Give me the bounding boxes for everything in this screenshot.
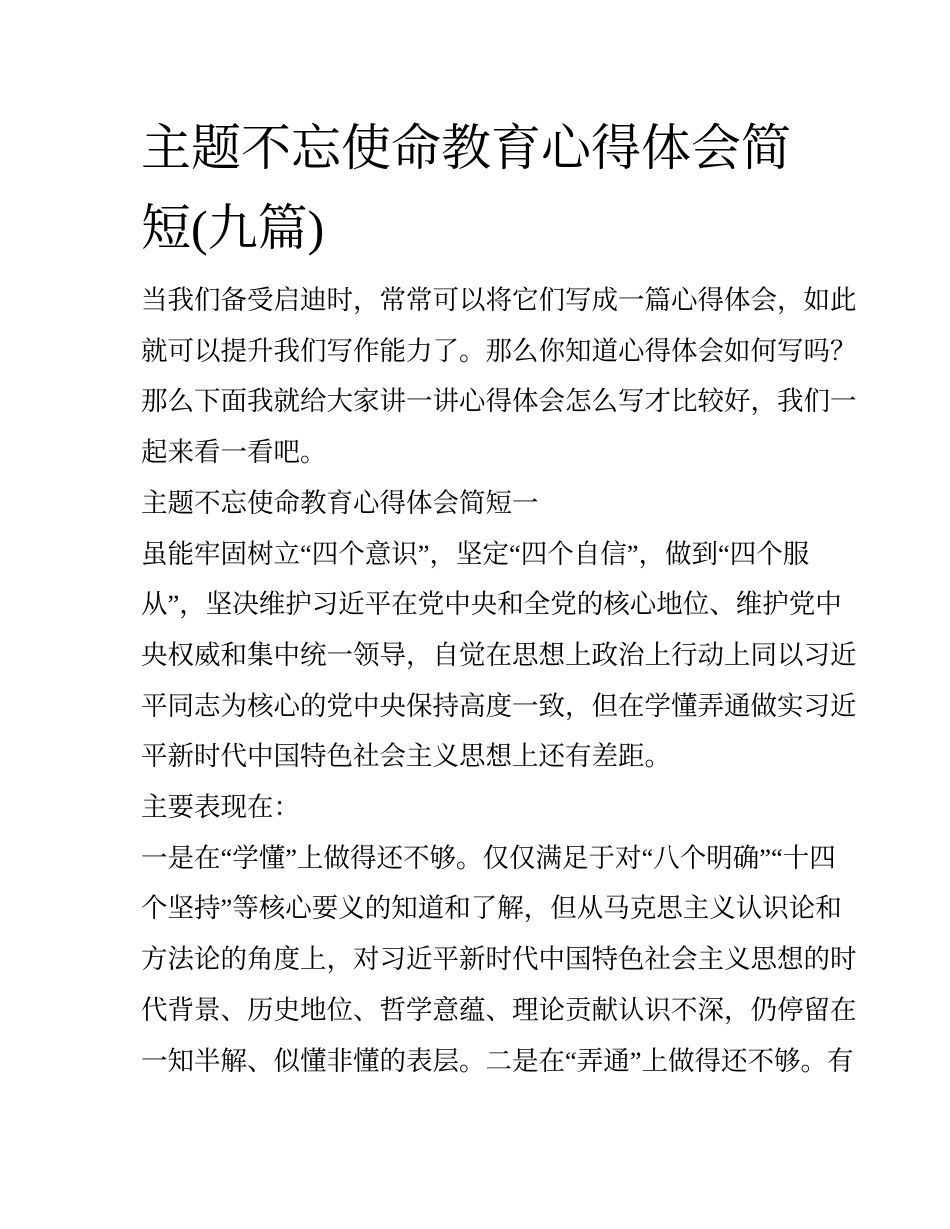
document-title (141, 108, 841, 268)
body-line: 平新时代中国特色社会主义思想上还有差距。 (141, 741, 671, 772)
title-line: 主题不忘使命教育心得体会简 (141, 120, 791, 176)
body-line: 起来看一看吧。 (141, 437, 327, 468)
body-line: 个坚持”等核心要义的知道和了解，但从马克思主义认识论和 (141, 893, 842, 924)
body-line: 就可以提升我们写作能力了。那么你知道心得体会如何写吗？ (141, 335, 857, 366)
body-line: 从”，坚决维护习近平在党中央和全党的核心地位、维护党中 (141, 589, 842, 620)
body-line: 方法论的角度上，对习近平新时代中国特色社会主义思想的时 (141, 944, 857, 975)
body-line: 当我们备受启迪时，常常可以将它们写成一篇心得体会，如此 (141, 285, 857, 315)
body-line: 虽能牢固树立“四个意识”，坚定“四个自信”，做到“四个服 (141, 538, 810, 569)
body-line: 一知半解、似懂非懂的表层。二是在“弄通”上做得还不够。有 (141, 1045, 854, 1076)
body-line: 央权威和集中统一领导，自觉在思想上政治上行动上同以习近 (141, 639, 857, 670)
body-line: 一是在“学懂”上做得还不够。仅仅满足于对“八个明确”“十四 (141, 842, 836, 873)
body-line: 代背景、历史地位、哲学意蕴、理论贡献认识不深，仍停留在 (141, 994, 857, 1025)
body-line: 那么下面我就给大家讲一讲心得体会怎么写才比较好，我们一 (141, 386, 857, 417)
title-line: 短(九篇) (141, 200, 325, 256)
document-body (141, 275, 857, 1086)
body-line: 主要表现在： (141, 792, 300, 823)
body-line: 平同志为核心的党中央保持高度一致，但在学懂弄通做实习近 (141, 690, 857, 721)
section-heading: 主题不忘使命教育心得体会简短一 (141, 487, 539, 518)
